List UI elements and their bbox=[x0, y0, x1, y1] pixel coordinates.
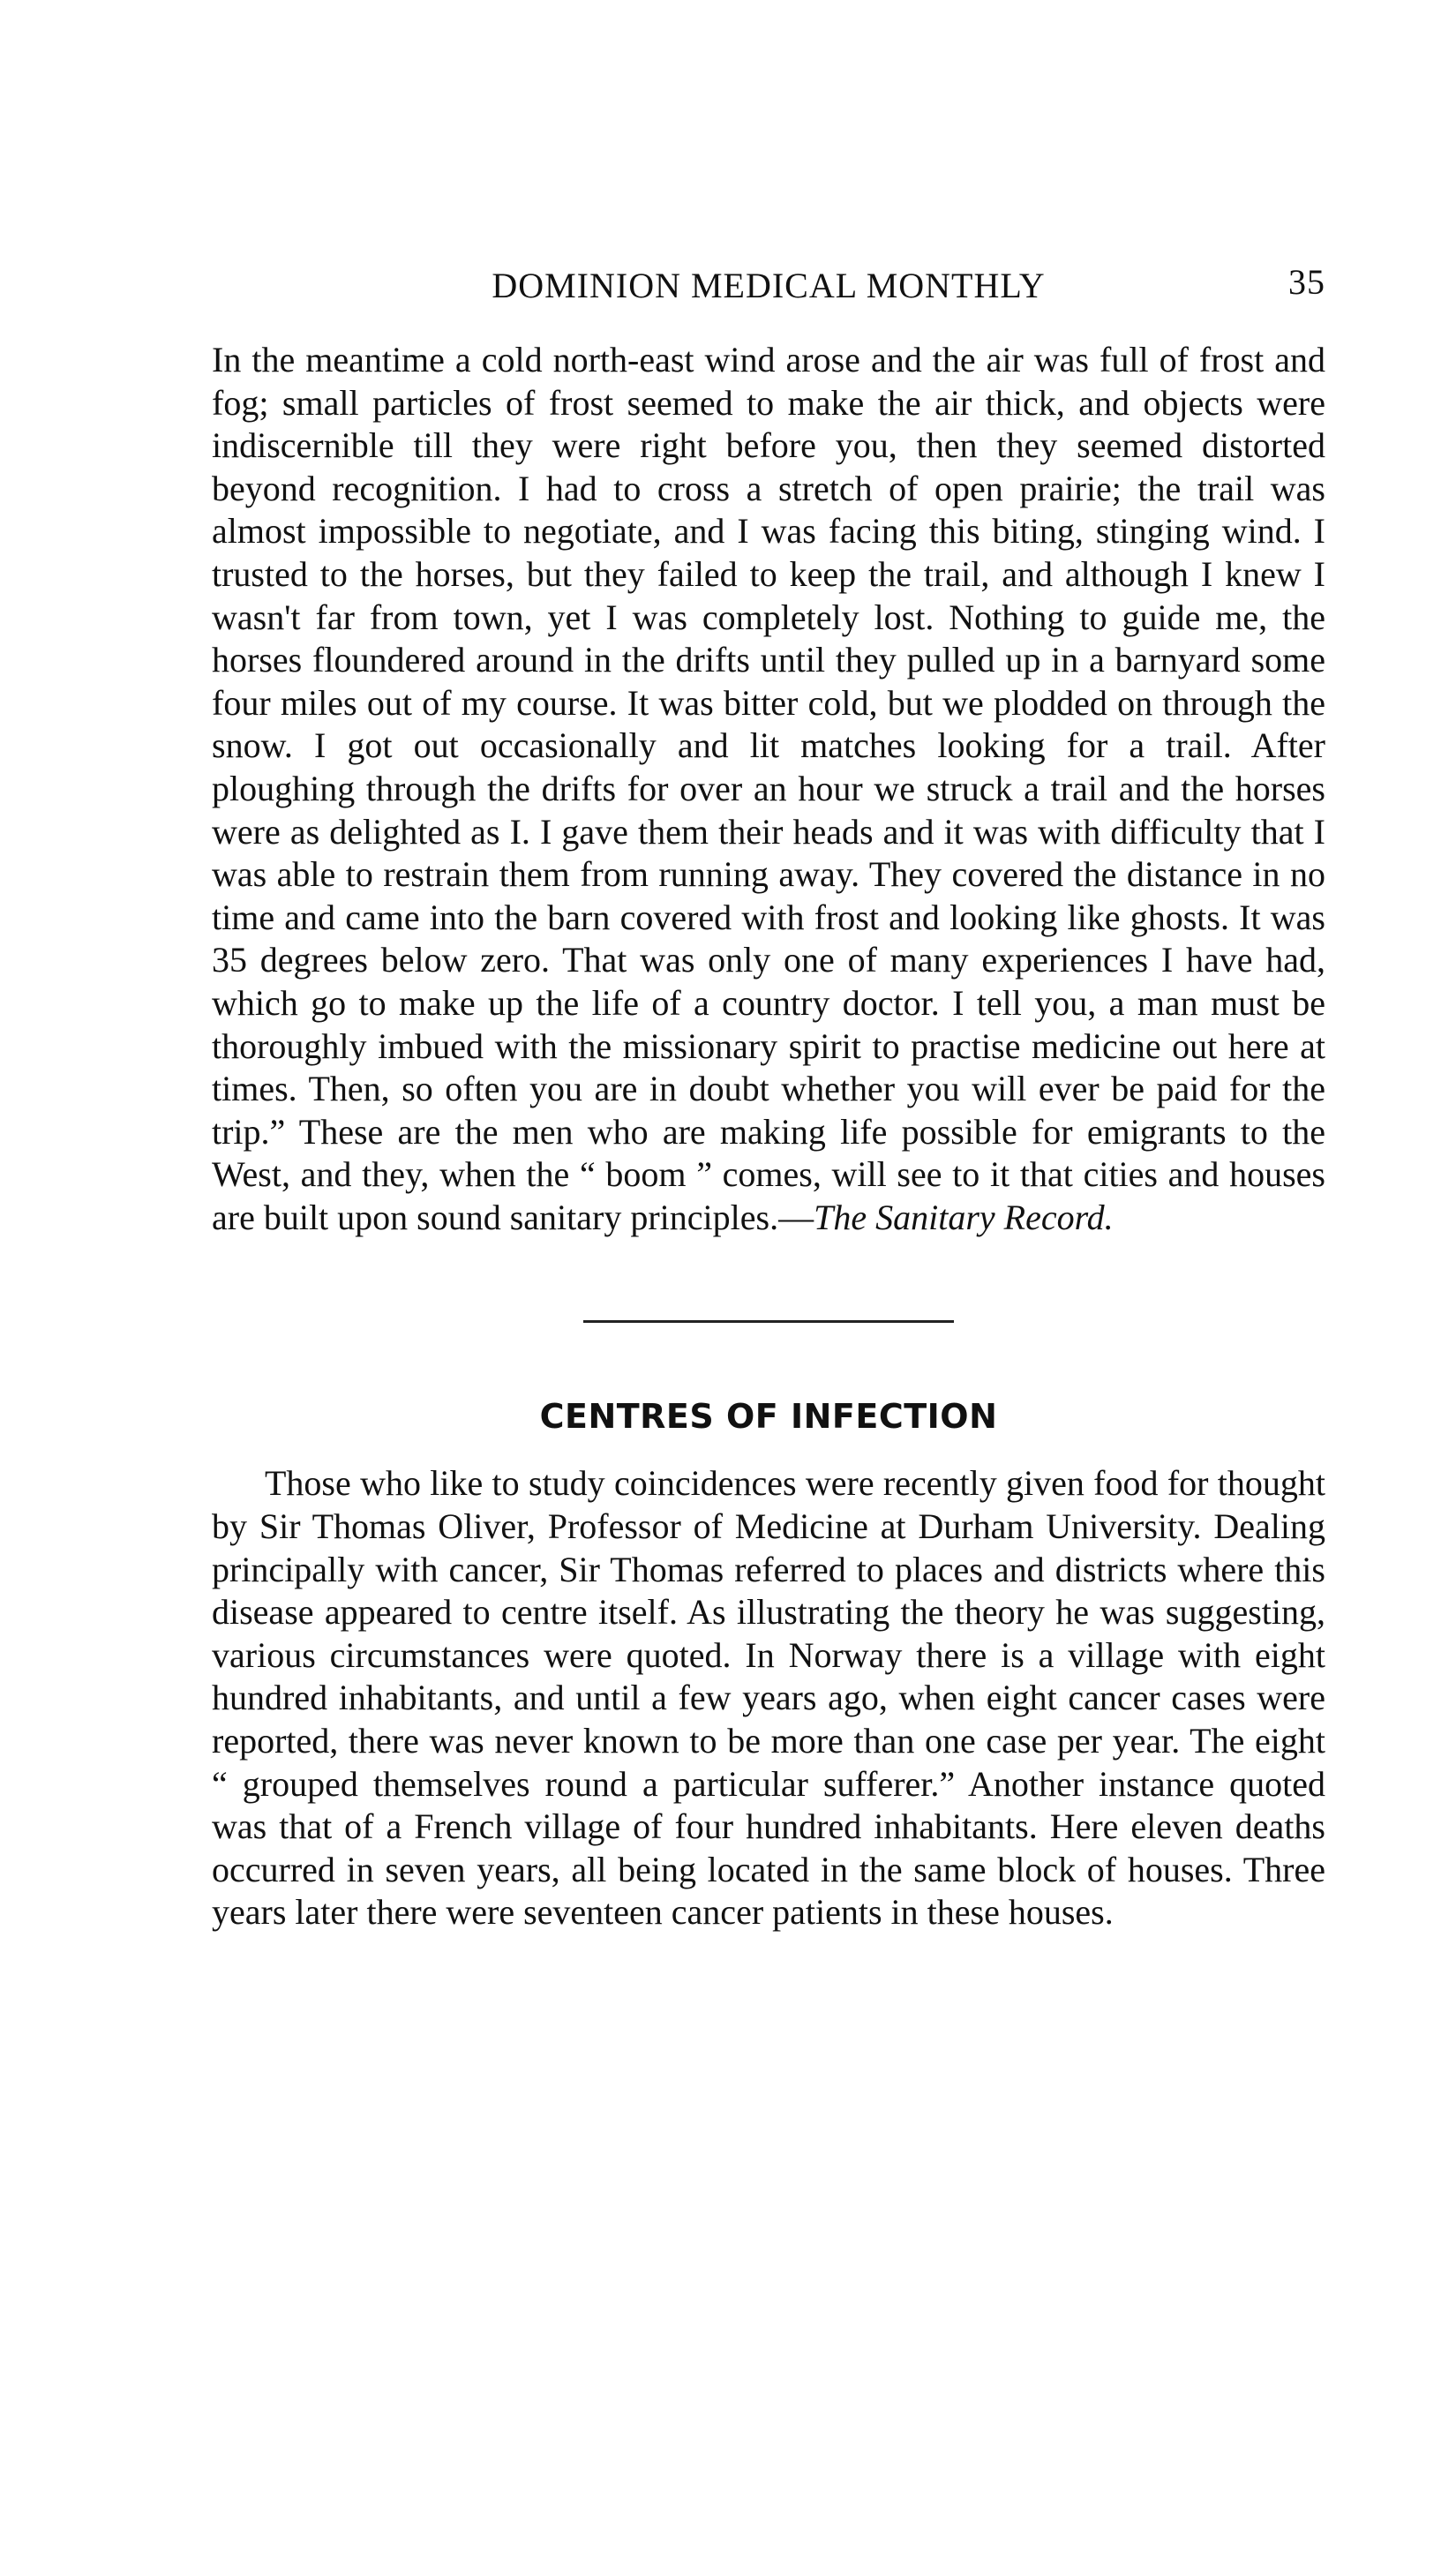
journal-title: DOMINION MEDICAL MONTHLY bbox=[492, 266, 1046, 305]
article-heading: CENTRES OF INFECTION bbox=[539, 1397, 998, 1437]
article-paragraph: Those who like to study coincidences were recently given food for thought by Sir Thomas Oliver, Professor of Medicine at Durham University. Dealing principally with cancer, Sir Thomas referred to places and districts where this disease appeared to centre itself. As illustrating the theory he was suggesting, various circumstances were quoted. In Norway there is a village with eight hundred inhabitants, and until a few years ago, when eight cancer cases were reported, there was never known to be more than one case per year. The eight “ grouped themselves round a particular sufferer.” Another instance quoted was that of a French village of four hundred inhabitants. Here eleven deaths occurred in seven years, all being located in the same block of houses. Three years later there were seventeen cancer patients in these houses. bbox=[212, 1463, 1325, 1933]
section-divider bbox=[583, 1320, 954, 1323]
document-page bbox=[212, 256, 1325, 1934]
paragraph-text: In the meantime a cold north-east wind arose and the air was full of frost and fog; small particles of frost seemed to make the air thick, and objects were indiscernible till they were right before you, then they seemed distorted beyond recognition. I had to cross a stretch of open prairie; the trail was almost impossible to negotiate, and I was facing this biting, stinging wind. I trusted to the horses, but they failed to keep the trail, and although I knew I wasn't far from town, yet I was completely lost. Nothing to guide me, the horses floundered around in the drifts until they pulled up in a barnyard some four miles out of my course. It was bitter cold, but we plodded on through the snow. I got out occasionally and lit matches looking for a trail. After ploughing through the drifts for over an hour we struck a trail and the horses were as delighted as I. I gave them their heads and it was with difficulty that I was able to restrain them from running away. They covered the distance in no time and came into the barn covered with frost and looking like ghosts. It was 35 degrees below zero. That was only one of many experiences I have had, which go to make up the life of a country doctor. I tell you, a man must be thoroughly imbued with the missionary spirit to practise medicine out here at times. Then, so often you are in doubt whether you will ever be paid for the trip.” These are the men who are making life possible for emigrants to the West, and they, when the “ boom ” comes, will see to it that cities and houses are built upon sound sanitary principles.— bbox=[212, 340, 1325, 1237]
source-citation: The Sanitary Record. bbox=[814, 1197, 1114, 1237]
article-continued-paragraph bbox=[212, 339, 1325, 1239]
page-number: 35 bbox=[1288, 262, 1325, 302]
running-head bbox=[212, 256, 1325, 309]
